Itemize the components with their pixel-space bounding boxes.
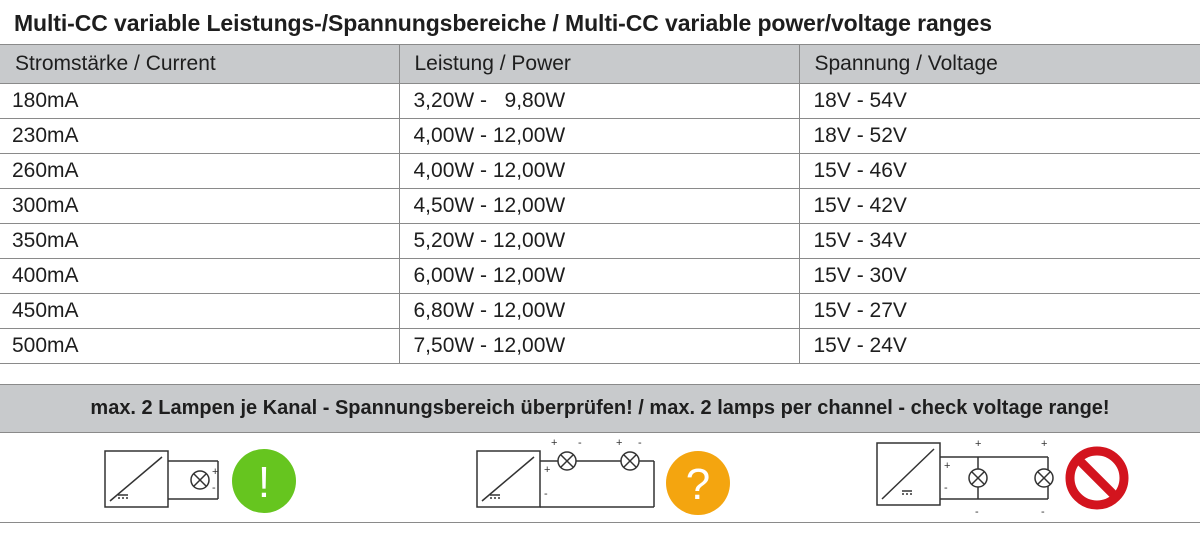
cell-voltage: 15V - 27V: [799, 294, 1200, 329]
cell-power: 7,50W - 12,00W: [399, 329, 799, 364]
cell-voltage: 15V - 30V: [799, 259, 1200, 294]
cell-current: 500mA: [0, 329, 399, 364]
diagram-single-lamp: [100, 433, 300, 523]
diagram-two-lamps-series: [472, 433, 742, 523]
header-current: Stromstärke / Current: [0, 45, 399, 84]
cell-voltage: 18V - 52V: [799, 119, 1200, 154]
header-power: Leistung / Power: [399, 45, 799, 84]
lamp-icon: [621, 452, 639, 470]
plus-symbol: +: [1041, 438, 1048, 450]
cell-power: 6,00W - 12,00W: [399, 259, 799, 294]
cell-power: 4,00W - 12,00W: [399, 154, 799, 189]
cell-current: 230mA: [0, 119, 399, 154]
question-symbol: ?: [685, 460, 711, 509]
table-row: [0, 224, 1200, 259]
lamp-icon: [558, 452, 576, 470]
cell-power: 6,80W - 12,00W: [399, 294, 799, 329]
wiring-diagrams: [0, 433, 1200, 523]
table-header-row: [0, 45, 1200, 84]
minus-symbol: -: [944, 482, 948, 494]
cell-voltage: 15V - 34V: [799, 224, 1200, 259]
cell-power: 5,20W - 12,00W: [399, 224, 799, 259]
table-row: [0, 84, 1200, 119]
cell-voltage: 15V - 42V: [799, 189, 1200, 224]
cell-voltage: 15V - 46V: [799, 154, 1200, 189]
table-row: [0, 329, 1200, 364]
minus-symbol: -: [578, 437, 582, 449]
cell-voltage: 15V - 24V: [799, 329, 1200, 364]
lamp-icon: [1035, 469, 1053, 487]
table-row: [0, 259, 1200, 294]
warning-note: max. 2 Lampen je Kanal - Spannungsbereich überprüfen! / max. 2 lamps per channel - check voltage range!: [0, 384, 1200, 433]
cell-current: 180mA: [0, 84, 399, 119]
cell-power: 4,00W - 12,00W: [399, 119, 799, 154]
plus-symbol: +: [212, 466, 219, 478]
plus-symbol: +: [544, 464, 551, 476]
exclamation-symbol: !: [257, 458, 271, 507]
plus-symbol: +: [975, 438, 982, 450]
cell-current: 300mA: [0, 189, 399, 224]
table-row: [0, 154, 1200, 189]
cell-power: 3,20W - 9,80W: [399, 84, 799, 119]
table-row: [0, 189, 1200, 224]
lamp-icon: [191, 471, 209, 489]
cell-current: 260mA: [0, 154, 399, 189]
diagram-two-lamps-parallel: [872, 433, 1142, 523]
prohibited-icon: [1070, 451, 1124, 505]
cell-current: 350mA: [0, 224, 399, 259]
minus-symbol: -: [1041, 506, 1045, 518]
minus-symbol: -: [638, 437, 642, 449]
cell-voltage: 18V - 54V: [799, 84, 1200, 119]
plus-symbol: +: [616, 437, 623, 449]
ranges-table: [0, 44, 1200, 364]
plus-symbol: +: [551, 437, 558, 449]
header-voltage: Spannung / Voltage: [799, 45, 1200, 84]
cell-power: 4,50W - 12,00W: [399, 189, 799, 224]
cell-current: 450mA: [0, 294, 399, 329]
lamp-icon: [969, 469, 987, 487]
bottom-divider: [0, 522, 1200, 523]
table-row: [0, 119, 1200, 154]
minus-symbol: -: [212, 482, 216, 494]
page-title: Multi-CC variable Leistungs-/Spannungsbereiche / Multi-CC variable power/voltage ranges: [14, 10, 992, 36]
minus-symbol: -: [544, 488, 548, 500]
table-row: [0, 294, 1200, 329]
plus-symbol: +: [944, 460, 951, 472]
cell-current: 400mA: [0, 259, 399, 294]
minus-symbol: -: [975, 506, 979, 518]
